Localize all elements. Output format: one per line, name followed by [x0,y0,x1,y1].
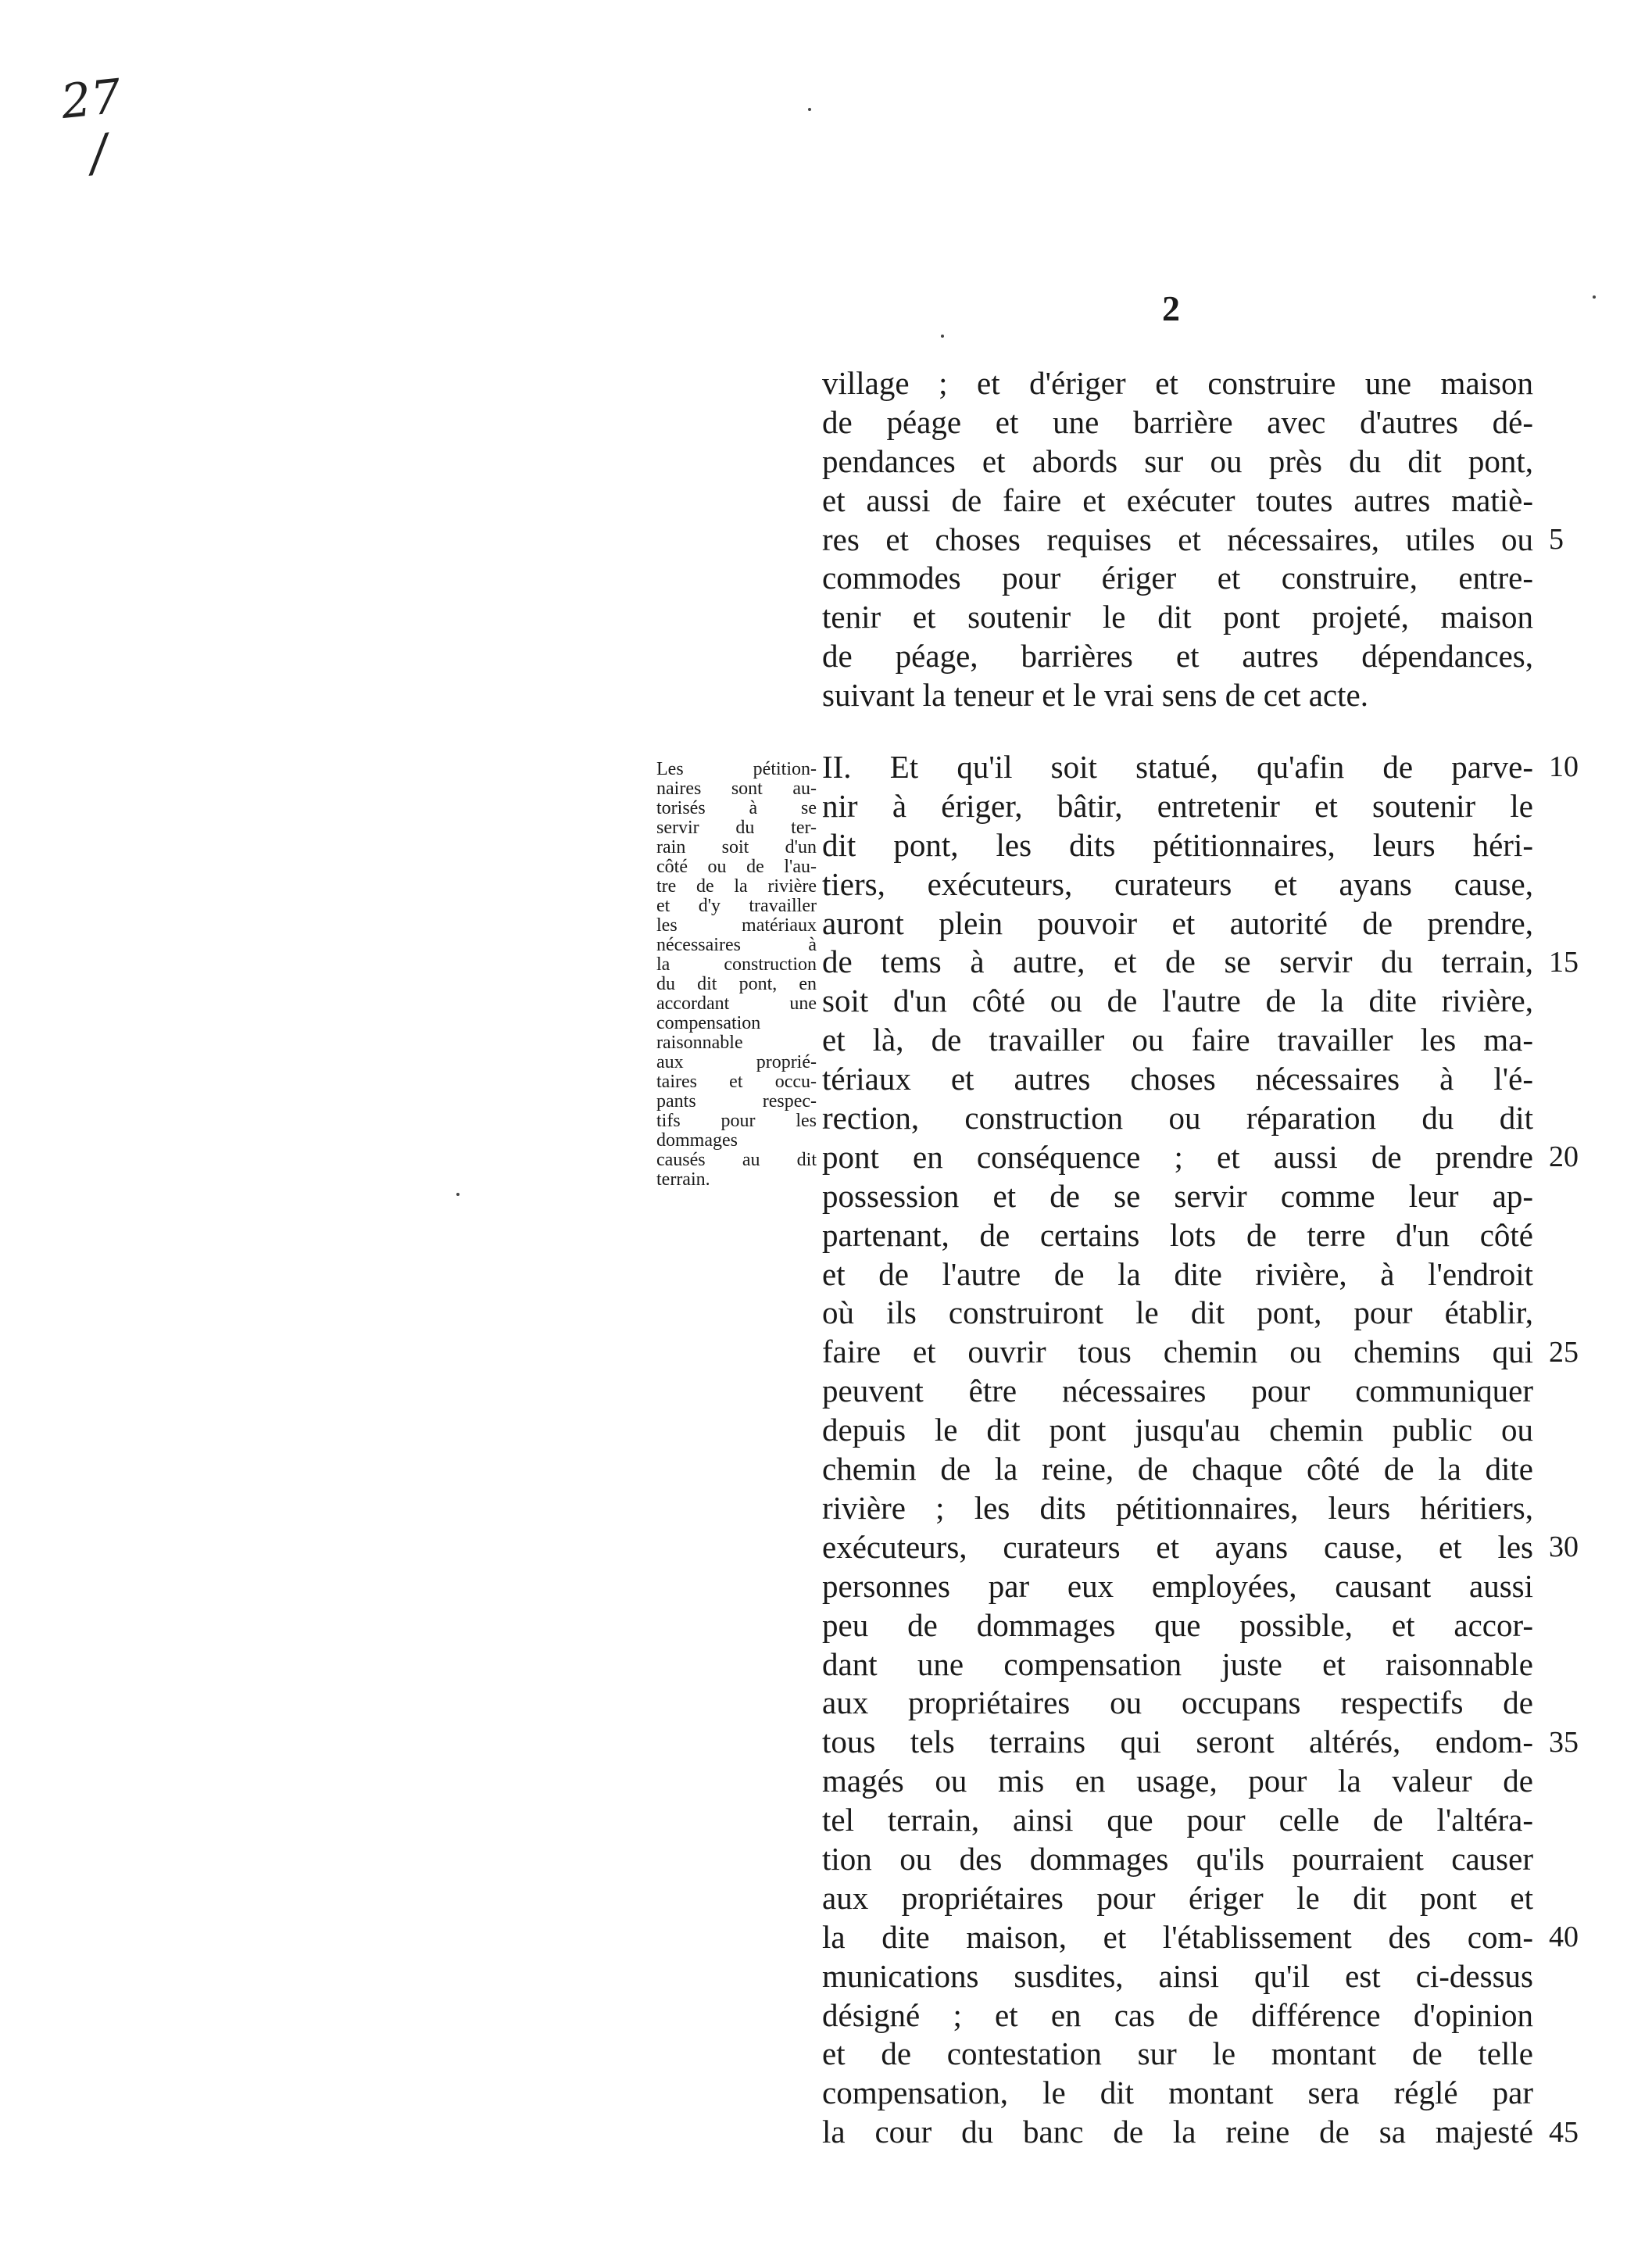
text-line: tériaux et autres choses nécessaires à l'é- [822,1061,1533,1097]
scan-speck [808,108,811,111]
text-line: et de l'autre de la dite rivière, à l'endroit [822,1255,1533,1292]
text-line: la dite maison, et l'établissement des com- [822,1918,1533,1955]
marginal-note-line: compensation [656,1013,761,1033]
text-line: res et choses requises et nécessaires, utiles ou [822,521,1533,557]
text-line: chemin de la reine, de chaque côté de la dite [822,1451,1533,1488]
text-line: peuvent être nécessaires pour communiquer [822,1373,1533,1409]
line-number: 30 [1549,1530,1579,1563]
text-line: et là, de travailler ou faire travailler les ma- [822,1022,1533,1058]
text-line: munications susdites, ainsi qu'il est ci-dessus [822,1957,1533,1994]
text-line: partenant, de certains lots de terre d'un côté [822,1216,1533,1253]
marginal-note-line: nécessaires à [656,935,817,955]
text-line: désigné ; et en cas de différence d'opinion [822,1996,1533,2033]
marginal-note-line: accordant une [656,993,817,1014]
line-number: 25 [1549,1336,1579,1369]
text-line: exécuteurs, curateurs et ayans cause, et les [822,1528,1533,1565]
marginal-note-line: les matériaux [656,915,817,936]
text-line: tous tels terrains qui seront altérés, endom- [822,1724,1533,1760]
page-number: 2 [1162,288,1180,328]
line-number: 35 [1549,1726,1579,1759]
text-line: soit d'un côté ou de l'autre de la dite rivière, [822,983,1533,1019]
scan-speck [941,335,944,338]
marginal-note-line: taires et occu- [656,1072,817,1092]
marginal-note-line: la construction [656,954,817,975]
marginal-note-line: pants respec- [656,1091,817,1112]
text-line: depuis le dit pont jusqu'au chemin public ou [822,1412,1533,1448]
text-line: possession et de se servir comme leur ap- [822,1177,1533,1214]
text-line: où ils construiront le dit pont, pour établir, [822,1294,1533,1331]
text-line: pont en conséquence ; et aussi de prendre [822,1138,1533,1175]
scan-speck [1593,295,1596,299]
text-line: pendances et abords sur ou près du dit pont, [822,442,1533,479]
text-line: de péage et une barrière avec d'autres dé- [822,403,1533,440]
marginal-note-line: torisés à se [656,798,817,818]
marginal-note-line: naires sont au- [656,779,817,799]
line-number: 10 [1549,750,1579,783]
text-line: commodes pour ériger et construire, entre- [822,560,1533,596]
line-number: 20 [1549,1140,1579,1173]
text-line: de péage, barrières et autres dépendances, [822,638,1533,675]
text-line: personnes par eux employées, causant aussi [822,1567,1533,1604]
text-line: suivant la teneur et le vrai sens de cet acte. [822,677,1368,714]
handwritten-slash: / [87,124,111,184]
line-number: 5 [1549,523,1564,556]
marginal-note-line: servir du ter- [656,818,817,838]
text-line: tion ou des dommages qu'ils pourraient causer [822,1840,1533,1877]
marginal-note-line: dommages [656,1130,738,1151]
marginal-note-line: Les pétition- [656,759,817,779]
marginal-note-line: et d'y travailler [656,896,817,916]
text-line: tiers, exécuteurs, curateurs et ayans cause, [822,865,1533,902]
marginal-note-line: aux proprié- [656,1052,817,1072]
text-line: dant une compensation juste et raisonnable [822,1645,1533,1682]
text-line: rection, construction ou réparation du dit [822,1100,1533,1137]
text-line: II. Et qu'il soit statué, qu'afin de parve- [822,749,1533,786]
text-line: compensation, le dit montant sera réglé par [822,2075,1533,2111]
text-line: la cour du banc de la reine de sa majesté [822,2114,1533,2150]
text-line: et aussi de faire et exécuter toutes autres matiè- [822,482,1533,518]
text-line: faire et ouvrir tous chemin ou chemins qui [822,1334,1533,1370]
marginal-note-line: rain soit d'un [656,837,817,857]
text-line: aux propriétaires pour ériger le dit pont et [822,1879,1533,1916]
line-number: 45 [1549,2116,1579,2149]
text-line: aux propriétaires ou occupans respectifs de [822,1684,1533,1721]
text-line: nir à ériger, bâtir, entretenir et soutenir le [822,787,1533,824]
line-number: 40 [1549,1921,1579,1953]
main-text-column [822,364,1533,2152]
line-number: 15 [1549,946,1579,979]
text-line: rivière ; les dits pétitionnaires, leurs héritiers, [822,1489,1533,1526]
text-line: peu de dommages que possible, et accor- [822,1606,1533,1643]
text-line: et de contestation sur le montant de telle [822,2035,1533,2072]
paragraph-1 [822,364,1533,715]
handwritten-number: 27 [58,69,124,130]
marginal-note-line: causés au dit [656,1150,817,1170]
marginal-note-line: tifs pour les [656,1111,817,1131]
marginal-note [656,760,817,1190]
text-line: dit pont, les dits pétitionnaires, leurs héri- [822,826,1533,863]
marginal-note-line: terrain. [656,1169,710,1190]
text-line: auront plein pouvoir et autorité de prendre, [822,904,1533,941]
marginal-note-line: du dit pont, en [656,974,817,994]
text-line: tenir et soutenir le dit pont projeté, maison [822,599,1533,635]
text-line: magés ou mis en usage, pour la valeur de [822,1763,1533,1799]
marginal-note-line: tre de la rivière [656,876,817,897]
marginal-note-line: côté ou de l'au- [656,857,817,877]
paragraph-2 [822,748,1533,2152]
text-line: village ; et d'ériger et construire une maison [822,365,1533,401]
scan-speck [456,1193,459,1196]
text-line: tel terrain, ainsi que pour celle de l'altéra- [822,1802,1533,1838]
handwritten-archive-mark [59,69,130,184]
text-line: de tems à autre, et de se servir du terrain, [822,943,1533,980]
marginal-note-line: raisonnable [656,1033,743,1053]
